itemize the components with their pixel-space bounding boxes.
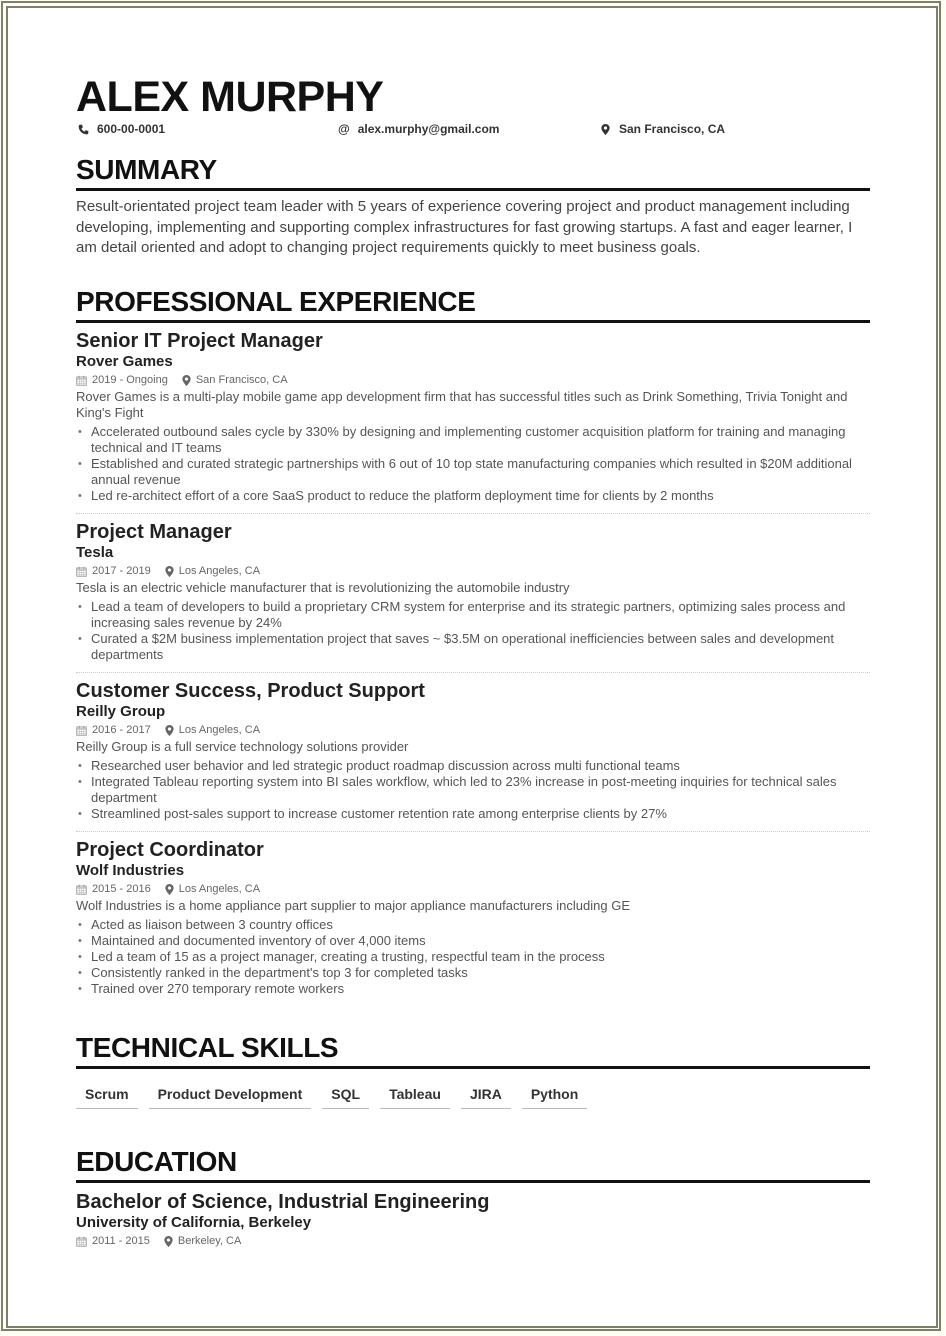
bullet-item: • Led a team of 15 as a project manager, creating a trusting, respectful team in the process bbox=[76, 949, 870, 965]
company-description: Tesla is an electric vehicle manufacturer that is revolutionizing the automobile industry bbox=[76, 579, 570, 595]
skills-list bbox=[76, 1084, 870, 1109]
job-entry bbox=[76, 323, 870, 514]
skill-tag: Product Development bbox=[149, 1084, 312, 1109]
calendar-icon bbox=[76, 1236, 87, 1247]
bullet-item: • Accelerated outbound sales cycle by 330% by designing and implementing customer acquisition platform for training and managing technical and IT teams bbox=[76, 424, 870, 456]
education-meta bbox=[76, 1233, 870, 1250]
phone-icon bbox=[78, 124, 89, 135]
location-text: San Francisco, CA bbox=[619, 122, 726, 136]
job-title: Project Coordinator bbox=[76, 838, 264, 861]
degree-title: Bachelor of Science, Industrial Engineering bbox=[76, 1190, 490, 1213]
job-location-text: Los Angeles, CA bbox=[178, 564, 261, 577]
bullet-item: • Acted as liaison between 3 country offices bbox=[76, 917, 870, 933]
phone-number: 600-00-0001 bbox=[97, 122, 166, 136]
job-bullets bbox=[76, 917, 870, 997]
company-description: Rover Games is a multi-play mobile game app development firm that has successful titles such as Drink Something, Trivia Tonight and King's Fight bbox=[76, 388, 848, 420]
school-name: University of California, Berkeley bbox=[76, 1213, 312, 1231]
email-address[interactable]: alex.murphy@gmail.com bbox=[357, 122, 500, 136]
map-pin-icon bbox=[165, 566, 174, 577]
map-pin-icon bbox=[165, 884, 174, 895]
company-name: Tesla bbox=[76, 543, 114, 561]
contact-phone bbox=[78, 122, 165, 136]
calendar-icon bbox=[76, 566, 87, 577]
map-pin-icon bbox=[600, 124, 611, 135]
summary-section bbox=[76, 154, 870, 259]
job-location-text: San Francisco, CA bbox=[195, 373, 288, 386]
bullet-item: • Consistently ranked in the department's top 3 for completed tasks bbox=[76, 965, 870, 981]
job-entry bbox=[76, 832, 870, 1006]
job-bullets bbox=[76, 758, 870, 822]
job-meta bbox=[76, 372, 870, 389]
job-dates: 2016 - 2017 bbox=[92, 723, 151, 736]
company-description: Reilly Group is a full service technology solutions provider bbox=[76, 738, 409, 754]
section-title-skills: TECHNICAL SKILLS bbox=[76, 1032, 870, 1069]
job-location bbox=[165, 881, 260, 898]
job-dates: 2019 - Ongoing bbox=[92, 373, 168, 386]
skill-tag: Python bbox=[522, 1084, 587, 1109]
education-location-text: Berkeley, CA bbox=[177, 1234, 242, 1247]
company-name: Wolf Industries bbox=[76, 861, 185, 879]
bullet-item: • Maintained and documented inventory of over 4,000 items bbox=[76, 933, 870, 949]
contact-location bbox=[600, 122, 725, 136]
job-title: Project Manager bbox=[76, 520, 232, 543]
job-meta bbox=[76, 563, 870, 580]
education-location bbox=[164, 1233, 241, 1250]
skill-tag: JIRA bbox=[461, 1084, 511, 1109]
education-section bbox=[76, 1146, 870, 1250]
job-entry bbox=[76, 673, 870, 832]
skill-tag: Scrum bbox=[76, 1084, 138, 1109]
bullet-item: • Led re-architect effort of a core SaaS product to reduce the platform deployment time for clients by 2 months bbox=[76, 488, 870, 504]
bullet-item: • Integrated Tableau reporting system into BI sales workflow, which led to 23% increase in post-meeting inquiries for technical sales department bbox=[76, 774, 870, 806]
bullet-item: • Researched user behavior and led strategic product roadmap discussion across multi functional teams bbox=[76, 758, 870, 774]
summary-text: Result-orientated project team leader with 5 years of experience covering project and product management including developing, implementing and supporting complex infrastructures for fast growing startups. A fast and eager learner, I am detail oriented and adopt to changing project requirements quickly to meet business goals. bbox=[76, 198, 853, 256]
job-bullets bbox=[76, 424, 870, 504]
contact-row bbox=[76, 122, 870, 142]
bullet-item: • Trained over 270 temporary remote workers bbox=[76, 981, 870, 997]
education-dates: 2011 - 2015 bbox=[92, 1234, 150, 1247]
job-location-text: Los Angeles, CA bbox=[178, 723, 261, 736]
bullet-item: • Established and curated strategic partnerships with 6 out of 10 top state manufacturing companies which resulted in $20M additional annual revenue bbox=[76, 456, 870, 488]
experience-section bbox=[76, 286, 870, 1006]
section-title-summary: SUMMARY bbox=[76, 154, 870, 191]
bullet-item: • Lead a team of developers to build a proprietary CRM system for enterprise and its strategic partners, optimizing sales process and increasing sales revenue by 24% bbox=[76, 599, 870, 631]
skill-tag: SQL bbox=[322, 1084, 369, 1109]
company-name: Reilly Group bbox=[76, 702, 166, 720]
job-meta bbox=[76, 881, 870, 898]
candidate-name: ALEX MURPHY bbox=[76, 73, 384, 121]
calendar-icon bbox=[76, 375, 87, 386]
job-title: Senior IT Project Manager bbox=[76, 329, 323, 352]
job-entry bbox=[76, 514, 870, 673]
calendar-icon bbox=[76, 884, 87, 895]
education-entry bbox=[76, 1183, 870, 1250]
at-icon: @ bbox=[338, 122, 350, 136]
company-name: Rover Games bbox=[76, 352, 173, 370]
bullet-item: • Curated a $2M business implementation project that saves ~ $3.5M on operational inefficiencies between sales and development departments bbox=[76, 631, 870, 663]
skill-tag: Tableau bbox=[380, 1084, 450, 1109]
job-location bbox=[165, 563, 260, 580]
job-location-text: Los Angeles, CA bbox=[178, 882, 261, 895]
job-location bbox=[165, 722, 260, 739]
job-bullets bbox=[76, 599, 870, 663]
section-title-experience: PROFESSIONAL EXPERIENCE bbox=[76, 286, 870, 323]
job-title: Customer Success, Product Support bbox=[76, 679, 425, 702]
job-location bbox=[182, 372, 288, 389]
map-pin-icon bbox=[165, 725, 174, 736]
resume-header bbox=[76, 74, 870, 142]
resume-page bbox=[76, 74, 870, 1250]
map-pin-icon bbox=[182, 375, 191, 386]
map-pin-icon bbox=[164, 1236, 173, 1247]
skills-section bbox=[76, 1032, 870, 1109]
section-title-education: EDUCATION bbox=[76, 1146, 870, 1183]
contact-email bbox=[338, 122, 499, 136]
job-dates: 2017 - 2019 bbox=[92, 564, 151, 577]
calendar-icon bbox=[76, 725, 87, 736]
job-dates: 2015 - 2016 bbox=[92, 882, 151, 895]
bullet-item: • Streamlined post-sales support to increase customer retention rate among enterprise clients by 27% bbox=[76, 806, 870, 822]
job-meta bbox=[76, 722, 870, 739]
company-description: Wolf Industries is a home appliance part supplier to major appliance manufacturers including GE bbox=[76, 897, 630, 913]
